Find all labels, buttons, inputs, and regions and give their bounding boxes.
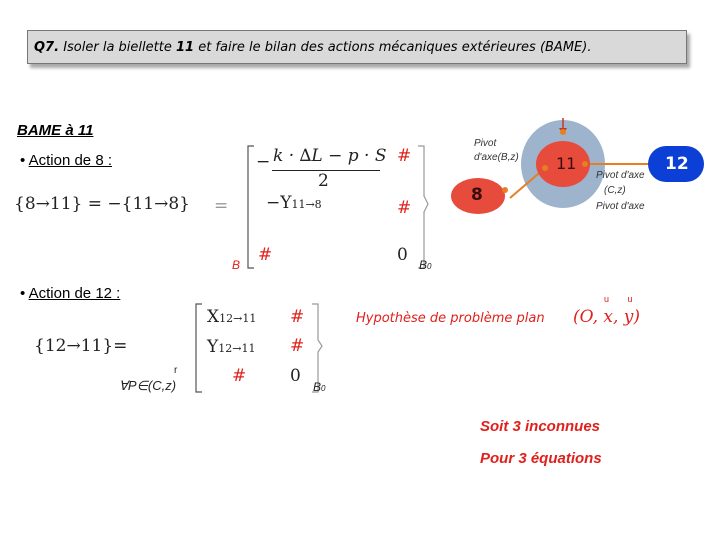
action8-rhs-open: {11 [121, 194, 155, 214]
action12-base-sub: 0 [321, 384, 326, 393]
node-8-label: 8 [471, 185, 483, 205]
action12-row2-sub: 12→11 [218, 342, 256, 355]
action8-row1-hash: # [397, 146, 412, 166]
action12-row3-hash: # [232, 366, 247, 386]
question-label: Q7. [34, 40, 60, 55]
joint-b [542, 165, 548, 171]
action8-base [419, 258, 431, 272]
action12-heading [20, 285, 120, 302]
joint-top [560, 129, 566, 135]
action8-row1-denominator: 2 [318, 171, 329, 191]
bullet-mark: • [20, 285, 26, 302]
question-text-before: Isoler la biellette [63, 40, 172, 55]
hypothesis-text: Hypothèse de problème plan [356, 311, 545, 326]
joint-8 [502, 187, 508, 193]
action12-point-vector-mark: r [174, 365, 178, 376]
action8-label: Action de 8 : [28, 152, 112, 169]
question-part-number: 11 [175, 40, 195, 55]
action12-row3-zero: 0 [290, 366, 301, 386]
action12-equation [34, 336, 127, 356]
action8-row3-hash: # [258, 245, 273, 265]
action8-row3-zero: 0 [397, 245, 408, 265]
action8-row2-var: −Y [266, 193, 292, 213]
action12-label: Action de 12 : [28, 285, 121, 302]
action8-rhs-close: 8} [168, 194, 190, 214]
action8-base-letter: B [419, 258, 428, 272]
action8-lhs-arrow: → [35, 194, 50, 214]
action12-lhs-close: 11} [80, 336, 114, 356]
action8-equals1: = [87, 194, 102, 214]
hypothesis-system: (O, x, y) [573, 307, 641, 327]
action8-equals2: = [214, 196, 229, 216]
action12-lhs-open: {12 [34, 336, 67, 356]
question-text-after: et faire le bilan des actions mécaniques extérieures (BAME). [198, 40, 592, 55]
action12-row2-var: Y [207, 337, 219, 357]
action8-minus: − [107, 194, 122, 214]
action8-heading [20, 152, 112, 169]
action8-lhs-close: 11} [49, 194, 83, 214]
action12-equals: = [113, 336, 128, 356]
joint-c [582, 161, 588, 167]
pivot-b-label2: d'axe(B,z) [474, 152, 519, 163]
question-text [34, 40, 591, 55]
action8-base-sub: 0 [427, 262, 432, 271]
conclusion-unknowns: Soit 3 inconnues [480, 418, 601, 435]
bullet-mark: • [20, 152, 26, 169]
action12-row2 [207, 337, 255, 357]
hypothesis-vector-marks: u u [604, 294, 641, 304]
action8-row1-numerator: k · ∆L − p · S [273, 146, 387, 166]
node-11-label: 11 [556, 154, 577, 173]
action12-base-letter: B [313, 380, 322, 394]
action8-point: B [232, 258, 241, 272]
pivot-d-label: Pivot d'axe [596, 201, 645, 212]
action12-row1-hash: # [290, 307, 305, 327]
action12-row1-sub: 12→11 [219, 312, 257, 325]
action12-row2-hash: # [290, 336, 305, 356]
action12-row1-var: X [207, 307, 220, 327]
action12-row1 [207, 307, 256, 327]
bame-title: BAME à 11 [17, 122, 94, 139]
action8-lhs-open: {8 [14, 194, 36, 214]
action12-base [313, 380, 325, 394]
action8-equation [14, 194, 190, 214]
action8-row1-sign: − [256, 152, 271, 172]
node-12-label: 12 [665, 154, 689, 174]
pivot-c-label1: Pivot d'axe [596, 170, 645, 181]
action8-rhs-arrow: → [154, 194, 169, 214]
pivot-c-label2: (C,z) [604, 185, 626, 196]
action8-row2 [266, 193, 322, 213]
action12-point: ∀P∈(C,z) [119, 378, 177, 393]
pivot-b-label1: Pivot [474, 138, 497, 149]
action12-lhs-arrow: → [66, 336, 81, 356]
action8-row2-hash: # [397, 198, 412, 218]
conclusion-equations: Pour 3 équations [480, 450, 602, 467]
action8-row2-sub: 11→8 [291, 198, 322, 211]
